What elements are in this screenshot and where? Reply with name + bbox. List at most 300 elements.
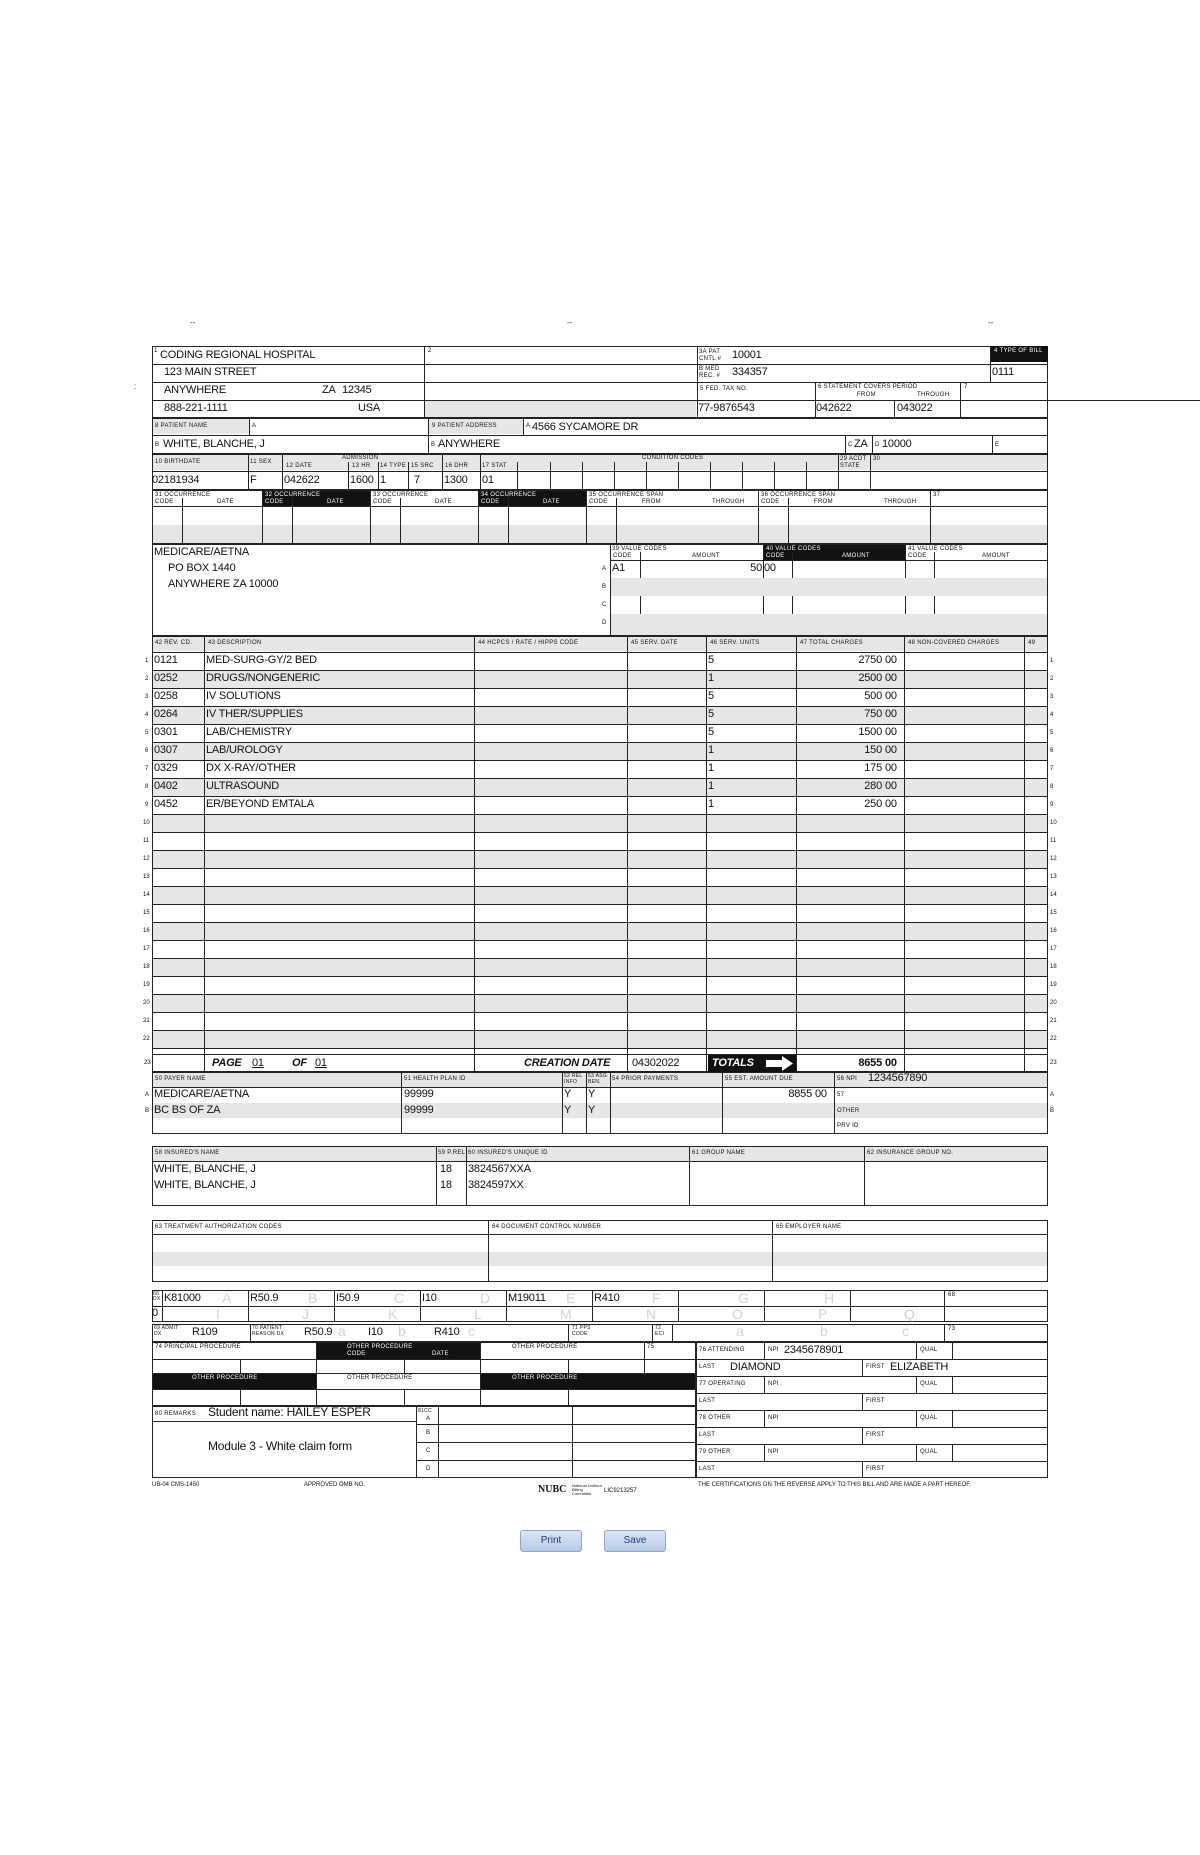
cc81-a: A xyxy=(426,1416,431,1422)
side-mark: : xyxy=(134,382,137,391)
stmt-from-label: FROM xyxy=(857,392,876,398)
remarks-label: 80 REMARKS xyxy=(155,1411,197,1417)
row-23-left: 23 xyxy=(144,1060,151,1066)
line-charge-cents[interactable]: 00 xyxy=(885,762,897,774)
total-charges-value[interactable]: 8655 xyxy=(858,1057,882,1069)
reason-letter: c xyxy=(902,1323,909,1339)
serv-units[interactable]: 5 xyxy=(708,654,714,666)
condition-codes-label: CONDITION CODES xyxy=(642,455,704,461)
row-line xyxy=(152,778,1048,779)
stat-label: 17 STAT xyxy=(482,463,507,469)
pat-cntl-value[interactable]: 10001 xyxy=(732,349,762,361)
physician-row-line xyxy=(696,1410,1048,1411)
est-amount[interactable]: 8855 xyxy=(788,1088,812,1100)
row-number-right: 20 xyxy=(1050,1000,1057,1006)
row-number-left: 22 xyxy=(143,1036,150,1042)
serv-units[interactable]: 5 xyxy=(708,708,714,720)
dx-letter: D xyxy=(480,1290,491,1306)
line-charge-cents[interactable]: 00 xyxy=(885,654,897,666)
insured-relation[interactable]: 18 xyxy=(440,1163,452,1175)
row-line xyxy=(152,1012,1048,1013)
serv-units[interactable]: 1 xyxy=(708,762,714,774)
value-row-a: A xyxy=(602,566,607,572)
total-charges-label: 47 TOTAL CHARGES xyxy=(800,640,863,646)
serv-units[interactable]: 5 xyxy=(708,726,714,738)
patient-address-c: C xyxy=(848,442,853,448)
reason-dx-2[interactable]: I10 xyxy=(368,1326,383,1338)
group-name-label: 61 GROUP NAME xyxy=(692,1150,746,1156)
occ33-label: 33 OCCURRENCE xyxy=(373,492,429,498)
creation-date-value[interactable]: 04302022 xyxy=(632,1057,680,1069)
dhr-value[interactable]: 1300 xyxy=(444,474,468,486)
diagnosis-code[interactable]: I10 xyxy=(422,1292,437,1304)
row-number-right: 16 xyxy=(1050,928,1057,934)
remarks-line1[interactable]: Student name: HAILEY ESPER xyxy=(208,1405,371,1419)
row-number-right: 2 xyxy=(1050,676,1054,682)
line-description[interactable]: LAB/UROLOGY xyxy=(206,744,283,756)
proc-b-label: OTHER PROCEDURE xyxy=(512,1344,578,1350)
occ34-date-label: DATE xyxy=(543,499,560,505)
row-line xyxy=(152,724,1048,725)
admission-label: ADMISSION xyxy=(342,455,379,461)
dx-divider xyxy=(764,1290,765,1322)
row-number-left: 11 xyxy=(143,838,150,844)
adm-type-value[interactable]: 1 xyxy=(380,474,386,486)
occspan36-through-label: THROUGH xyxy=(884,499,917,505)
field-1-label: 1 xyxy=(154,348,158,354)
line-charge-cents[interactable]: 00 xyxy=(885,798,897,810)
cc81-c: C xyxy=(426,1448,431,1454)
dx-letter: P xyxy=(818,1306,828,1322)
rel-info[interactable]: Y xyxy=(564,1104,572,1116)
patient-address-street[interactable]: 4566 SYCAMORE DR xyxy=(532,421,639,433)
occ34-label: 34 OCCURRENCE xyxy=(481,492,537,498)
row-number-left: 18 xyxy=(143,964,150,970)
value41-code-label: CODE xyxy=(908,553,927,559)
physician-divider xyxy=(862,1359,863,1376)
admit-dx-label: 69 ADMIT DX xyxy=(154,1325,179,1337)
line-charge[interactable]: 1500 xyxy=(858,726,882,738)
value-amount-a1[interactable]: 50 xyxy=(750,562,762,574)
line-charge-cents[interactable]: 00 xyxy=(885,672,897,684)
physician-row-line xyxy=(696,1359,1048,1360)
occ32-code-label: CODE xyxy=(265,499,284,505)
patient-address-label: 9 PATIENT ADDRESS xyxy=(432,423,497,429)
value40-code-label: CODE xyxy=(766,553,785,559)
serv-date-label: 45 SERV. DATE xyxy=(631,640,678,646)
dx-letter: L xyxy=(474,1306,482,1322)
row-line xyxy=(152,742,1048,743)
serv-units[interactable]: 1 xyxy=(708,744,714,756)
row-band xyxy=(153,778,1047,796)
dx-letter: N xyxy=(646,1306,657,1322)
physician-divider xyxy=(764,1410,765,1427)
line-description[interactable]: DRUGS/NONGENERIC xyxy=(206,672,321,684)
payer-name[interactable]: MEDICARE/AETNA xyxy=(154,1088,249,1100)
diagnosis-code[interactable]: I50.9 xyxy=(336,1292,360,1304)
row-band xyxy=(153,958,1047,976)
provider-state: ZA xyxy=(322,384,336,396)
diagnosis-code[interactable]: R50.9 xyxy=(250,1292,279,1304)
proc-d-label: OTHER PROCEDURE xyxy=(347,1375,413,1381)
row-line xyxy=(152,688,1048,689)
form-id: UB-04 CMS-1450 xyxy=(152,1482,200,1488)
physician-divider xyxy=(952,1376,953,1393)
physician-divider xyxy=(952,1410,953,1427)
health-plan-label: 51 HEALTH PLAN ID xyxy=(404,1076,466,1082)
pat-cntl-label: 3A PAT CNTL # xyxy=(699,349,722,362)
physician-first-label: FIRST xyxy=(866,1398,885,1404)
acdt-state-label: 29 ACDT STATE xyxy=(840,456,867,469)
adm-src-value[interactable]: 7 xyxy=(414,474,420,486)
proc-c-label: OTHER PROCEDURE xyxy=(192,1375,258,1381)
patient-address-zip[interactable]: 10000 xyxy=(882,438,912,450)
patient-address-state[interactable]: ZA xyxy=(854,438,868,450)
physician-last-label: LAST xyxy=(699,1432,716,1438)
occspan36-label: 36 OCCURRENCE SPAN xyxy=(761,492,836,498)
remarks-line2[interactable]: Module 3 - White claim form xyxy=(208,1439,352,1453)
row-number-right: 4 xyxy=(1050,712,1054,718)
rev-code[interactable]: 0264 xyxy=(154,708,178,720)
rev-cd-label: 42 REV. CD. xyxy=(155,640,193,646)
occspan36-from-label: FROM xyxy=(814,499,833,505)
line-charge[interactable]: 280 xyxy=(864,780,882,792)
field-37-label: 37 xyxy=(933,492,941,498)
of-number: 01 xyxy=(315,1057,327,1069)
patient-address-e: E xyxy=(995,442,1000,448)
rev-code[interactable]: 0402 xyxy=(154,780,178,792)
approved-omb: APPROVED OMB NO. xyxy=(304,1482,366,1488)
physician-npi-label: NPI xyxy=(768,1381,779,1387)
occ31-code-label: CODE xyxy=(155,499,174,505)
est-amount-label: 55 EST. AMOUNT DUE xyxy=(725,1076,793,1082)
value39-code-label: CODE xyxy=(613,553,632,559)
row-band xyxy=(153,994,1047,1012)
line-description[interactable]: ULTRASOUND xyxy=(206,780,279,792)
occspan35-from-label: FROM xyxy=(642,499,661,505)
stat-value[interactable]: 01 xyxy=(482,474,494,486)
occ32-date-label: DATE xyxy=(327,499,344,505)
sex-value[interactable]: F xyxy=(250,474,257,486)
physician-first-label: FIRST xyxy=(866,1364,885,1370)
occspan35-code-label: CODE xyxy=(589,499,608,505)
row-number-right: 19 xyxy=(1050,982,1057,988)
physician-divider xyxy=(764,1376,765,1393)
physician-type-label: 78 OTHER xyxy=(699,1415,731,1421)
payer-row-letter: A xyxy=(145,1092,150,1098)
physician-divider xyxy=(764,1444,765,1461)
row-number-left: 20 xyxy=(143,1000,150,1006)
asg-ben-label: 53 ASG BEN. xyxy=(588,1073,608,1085)
top-mark-left: -- xyxy=(190,318,196,327)
insured-id[interactable]: 3824567XXA xyxy=(468,1163,531,1175)
proc-a-label: OTHER PROCEDURE xyxy=(347,1344,413,1350)
license-number: LIC9213257 xyxy=(604,1488,637,1494)
row-line xyxy=(152,1030,1048,1031)
dx-letter: Q xyxy=(904,1306,915,1322)
physician-divider xyxy=(862,1427,863,1444)
row-number-left: 19 xyxy=(143,982,150,988)
reason-letter: b xyxy=(820,1323,828,1339)
dx66-label: 66 DX xyxy=(153,1291,161,1302)
line-charge-cents[interactable]: 00 xyxy=(885,726,897,738)
physician-divider xyxy=(916,1342,917,1359)
patient-address-city[interactable]: ANYWHERE xyxy=(438,438,500,450)
row-line xyxy=(152,760,1048,761)
prior-payments-label: 54 PRIOR PAYMENTS xyxy=(612,1076,679,1082)
line-description[interactable]: IV SOLUTIONS xyxy=(206,690,281,702)
patient-address-a: A xyxy=(526,423,531,429)
line-charge[interactable]: 500 xyxy=(864,690,882,702)
payer-address-line2: PO BOX 1440 xyxy=(168,562,236,574)
rev-code[interactable]: 0329 xyxy=(154,762,178,774)
value41-amount-label: AMOUNT xyxy=(982,553,1010,559)
certification-text: THE CERTIFICATIONS ON THE REVERSE APPLY TO THIS BILL AND ARE MADE A PART HEREOF. xyxy=(698,1482,971,1488)
birthdate-label: 10 BIRTHDATE xyxy=(155,459,201,465)
value-code-a1[interactable]: A1 xyxy=(612,562,626,574)
line-charge[interactable]: 2500 xyxy=(858,672,882,684)
diagnosis-code[interactable]: K81000 xyxy=(164,1292,201,1304)
row-number-left: 15 xyxy=(143,910,150,916)
value39-label: 39 VALUE CODES xyxy=(612,546,667,552)
row-line xyxy=(152,904,1048,905)
patient-address-d: D xyxy=(875,442,880,448)
rev-code[interactable]: 0307 xyxy=(154,744,178,756)
provider-street: 123 MAIN STREET xyxy=(164,366,257,378)
row-line xyxy=(152,886,1048,887)
row-line xyxy=(152,976,1048,977)
line-description[interactable]: MED-SURG-GY/2 BED xyxy=(206,654,317,666)
occspan36-code-label: CODE xyxy=(761,499,780,505)
fed-tax-value[interactable]: 77-9876543 xyxy=(698,402,755,414)
top-mark-right: -- xyxy=(988,318,994,327)
row-line xyxy=(152,850,1048,851)
attending-npi-value[interactable]: 2345678901 xyxy=(784,1344,844,1356)
ub04-claim-form xyxy=(143,346,1057,1496)
birthdate-value[interactable]: 02181934 xyxy=(152,474,200,486)
line-charge[interactable]: 750 xyxy=(864,708,882,720)
patient-reason-label: 70 PATIENT REASON DX xyxy=(252,1325,285,1337)
row-line xyxy=(152,922,1048,923)
row-number-right: 14 xyxy=(1050,892,1057,898)
row-line xyxy=(152,670,1048,671)
dx-divider xyxy=(678,1290,679,1322)
row-band xyxy=(153,922,1047,940)
field-7-label: 7 xyxy=(964,384,968,390)
value40-label: 40 VALUE CODES xyxy=(766,546,821,552)
row-band xyxy=(153,886,1047,904)
diagnosis-code[interactable]: R410 xyxy=(594,1292,620,1304)
physician-divider xyxy=(916,1376,917,1393)
attending-first-value[interactable]: ELIZABETH xyxy=(890,1361,949,1373)
admit-dx-value[interactable]: R109 xyxy=(192,1326,218,1338)
line-charge-cents[interactable]: 00 xyxy=(885,708,897,720)
row-number-right: 6 xyxy=(1050,748,1054,754)
stmt-through-value[interactable]: 043022 xyxy=(897,402,933,414)
occ31-date-label: DATE xyxy=(217,499,234,505)
rel-info[interactable]: Y xyxy=(564,1088,572,1100)
row-number-left: 12 xyxy=(143,856,150,862)
row-number-right: 5 xyxy=(1050,730,1054,736)
rev-code[interactable]: 0452 xyxy=(154,798,178,810)
physician-type-label: 76 ATTENDING xyxy=(699,1347,745,1353)
stmt-from-value[interactable]: 042622 xyxy=(816,402,852,414)
reason-letter: a xyxy=(736,1323,744,1339)
nubc-logo: NUBC xyxy=(538,1484,567,1495)
est-amount-cents[interactable]: 00 xyxy=(815,1088,827,1100)
pps-label: 71 PPS CODE xyxy=(572,1325,591,1337)
dx-letter: G xyxy=(738,1290,749,1306)
line-charge-cents[interactable]: 00 xyxy=(885,744,897,756)
physician-row-line xyxy=(696,1444,1048,1445)
value41-label: 41 VALUE CODES xyxy=(908,546,963,552)
asg-ben[interactable]: Y xyxy=(588,1088,596,1100)
line-charge[interactable]: 150 xyxy=(864,744,882,756)
occ33-date-label: DATE xyxy=(435,499,452,505)
reason-letter: a xyxy=(338,1323,346,1339)
top-mark-center: -- xyxy=(567,318,573,327)
physician-npi-label: NPI xyxy=(768,1415,779,1421)
health-plan-id[interactable]: 99999 xyxy=(404,1088,434,1100)
physician-divider xyxy=(764,1342,765,1359)
row-number-right: 9 xyxy=(1050,802,1054,808)
reason-dx-1[interactable]: R50.9 xyxy=(304,1326,333,1338)
physician-divider xyxy=(916,1444,917,1461)
hcpcs-label: 44 HCPCS / RATE / HIPPS CODE xyxy=(478,640,579,646)
dx-letter: O xyxy=(732,1306,743,1322)
value-amount-a1-cents[interactable]: 00 xyxy=(764,562,776,574)
line-description[interactable]: LAB/CHEMISTRY xyxy=(206,726,292,738)
med-rec-label: B MED REC. # xyxy=(699,366,721,379)
npi56-value[interactable]: 1234567890 xyxy=(868,1072,928,1084)
med-rec-value[interactable]: 334357 xyxy=(732,366,768,378)
type-of-bill-value[interactable]: 0111 xyxy=(992,366,1015,378)
dhr-label: 16 DHR xyxy=(445,463,469,469)
row-line xyxy=(152,1048,1048,1049)
row-number-left: 3 xyxy=(145,694,149,700)
physician-row-line xyxy=(696,1461,1048,1462)
row-number-right: 10 xyxy=(1050,820,1057,826)
payer-row-letter-right: B xyxy=(1050,1108,1055,1114)
serv-units[interactable]: 5 xyxy=(708,690,714,702)
patient-address-b: B xyxy=(431,442,436,448)
adm-date-value[interactable]: 042622 xyxy=(284,474,320,486)
attending-last-value[interactable]: DIAMOND xyxy=(730,1361,781,1373)
line-charge[interactable]: 175 xyxy=(864,762,882,774)
row-number-right: 7 xyxy=(1050,766,1054,772)
health-plan-id[interactable]: 99999 xyxy=(404,1104,434,1116)
stmt-period-label: 6 STATEMENT COVERS PERIOD xyxy=(818,384,918,390)
dx-divider xyxy=(850,1290,851,1322)
row-number-left: 5 xyxy=(145,730,149,736)
physician-first-label: FIRST xyxy=(866,1432,885,1438)
line-charge-cents[interactable]: 00 xyxy=(885,690,897,702)
row-number-left: 17 xyxy=(143,946,150,952)
payer-address-line3: ANYWHERE ZA 10000 xyxy=(168,578,279,590)
field-57-label: 57 xyxy=(837,1092,845,1098)
line-description[interactable]: ER/BEYOND EMTALA xyxy=(206,798,314,810)
total-charges-cents[interactable]: 00 xyxy=(885,1057,897,1069)
dx-letter: K xyxy=(388,1306,398,1322)
insured-name[interactable]: WHITE, BLANCHE, J xyxy=(154,1179,256,1191)
serv-units[interactable]: 1 xyxy=(708,780,714,792)
payer-row-letter: B xyxy=(145,1108,150,1114)
rev-code[interactable]: 0121 xyxy=(154,654,178,666)
totals-label: TOTALS xyxy=(712,1057,754,1069)
reason-dx-3[interactable]: R410 xyxy=(434,1326,460,1338)
row-number-right: 12 xyxy=(1050,856,1057,862)
cc81-b: B xyxy=(426,1430,431,1436)
rev-code[interactable]: 0258 xyxy=(154,690,178,702)
rev-code[interactable]: 0301 xyxy=(154,726,178,738)
insured-id[interactable]: 3824597XX xyxy=(468,1179,524,1191)
physician-qual-label: QUAL xyxy=(920,1347,938,1353)
rev-code[interactable]: 0252 xyxy=(154,672,178,684)
physician-row-line xyxy=(696,1427,1048,1428)
line-charge[interactable]: 250 xyxy=(864,798,882,810)
page-number: 01 xyxy=(252,1057,264,1069)
physician-type-label: 77 OPERATING xyxy=(699,1381,746,1387)
line-charge-cents[interactable]: 00 xyxy=(885,780,897,792)
line-description[interactable]: DX X-RAY/OTHER xyxy=(206,762,296,774)
line-charge[interactable]: 2750 xyxy=(858,654,882,666)
page-label: PAGE xyxy=(212,1057,242,1069)
value-row-b: B xyxy=(602,584,607,590)
row-number-right: 21 xyxy=(1050,1018,1057,1024)
serv-units[interactable]: 1 xyxy=(708,672,714,684)
row-number-right: 11 xyxy=(1050,838,1057,844)
save-button[interactable]: Save xyxy=(604,1530,666,1552)
occ33-code-label: CODE xyxy=(373,499,392,505)
other-prv-label: OTHER xyxy=(837,1108,860,1114)
field-68-label: 68 xyxy=(948,1292,956,1298)
proc-a-date-label: DATE xyxy=(432,1351,449,1357)
row-number-right: 3 xyxy=(1050,694,1054,700)
adm-hr-value[interactable]: 1600 xyxy=(350,474,374,486)
cc81-d: D xyxy=(426,1466,431,1472)
field-73-label: 73 xyxy=(948,1326,956,1332)
diagnosis-code[interactable]: M19011 xyxy=(508,1292,546,1304)
dx-divider xyxy=(506,1290,507,1322)
cc81-label: 81CC xyxy=(418,1408,432,1414)
provider-name: CODING REGIONAL HOSPITAL xyxy=(160,349,316,361)
value39-amount-label: AMOUNT xyxy=(692,553,720,559)
provider-city: ANYWHERE xyxy=(164,384,226,396)
payer-name[interactable]: BC BS OF ZA xyxy=(154,1104,221,1116)
proc-e-label: OTHER PROCEDURE xyxy=(512,1375,578,1381)
insured-relation[interactable]: 18 xyxy=(440,1179,452,1191)
dx-letter: C xyxy=(394,1290,405,1306)
row-number-right: 13 xyxy=(1050,874,1057,880)
serv-units[interactable]: 1 xyxy=(708,798,714,810)
insured-name[interactable]: WHITE, BLANCHE, J xyxy=(154,1163,256,1175)
print-button[interactable]: Print xyxy=(520,1530,582,1552)
dx-letter: M xyxy=(560,1306,572,1322)
row-line xyxy=(152,652,1048,653)
row-number-left: 13 xyxy=(143,874,150,880)
adm-hr-label: 13 HR xyxy=(352,463,371,469)
asg-ben[interactable]: Y xyxy=(588,1104,596,1116)
value-row-c: C xyxy=(602,602,607,608)
row-band xyxy=(153,850,1047,868)
value40-amount-label: AMOUNT xyxy=(842,553,870,559)
line-description[interactable]: IV THER/SUPPLIES xyxy=(206,708,303,720)
row-band xyxy=(153,814,1047,832)
patient-name-value[interactable]: WHITE, BLANCHE, J xyxy=(163,438,265,450)
occ31-label: 31 OCCURRENCE xyxy=(155,492,211,498)
patient-name-label: 8 PATIENT NAME xyxy=(155,423,208,429)
row-number-right: 17 xyxy=(1050,946,1057,952)
